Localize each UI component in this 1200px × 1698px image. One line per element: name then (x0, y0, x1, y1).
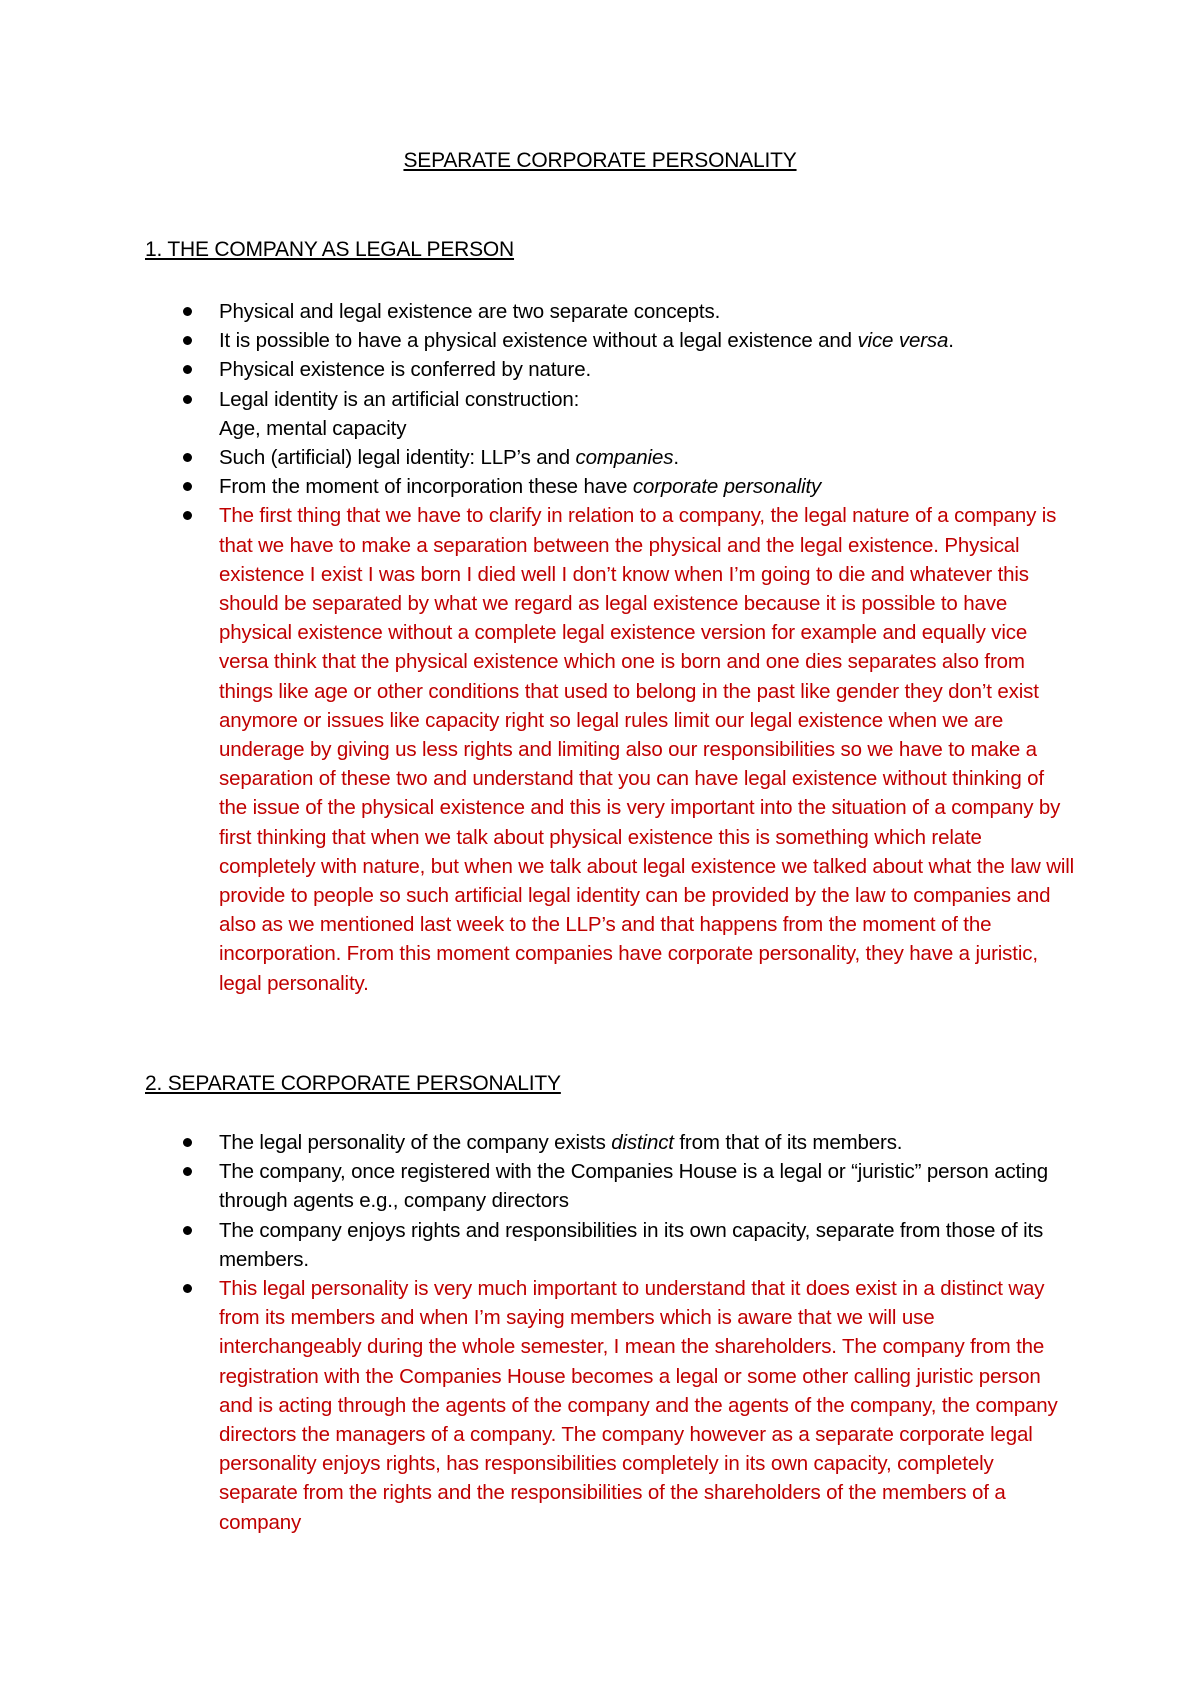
bullet-text: The legal personality of the company exists (219, 1131, 612, 1154)
lecture-note-text: This legal personality is very much important to understand that it does exist in a distinct way from its members and when I’m saying members which is aware that we will use interchangeably during the whole semester, I mean the shareholders. The company from the registration with the Companies House becomes a legal or some other calling juristic person and is acting through the agents of the company and the agents of the company, the company directors the managers of a company. The company however as a separate corporate legal personality enjoys rights, has responsibilities completely in its own capacity, completely separate from the rights and the responsibilities of the shareholders of the members of a company (219, 1277, 1058, 1534)
list-item (175, 297, 1075, 326)
bullet-text: From the moment of incorporation these have (219, 475, 633, 499)
section-1-bullet-list (175, 297, 1075, 998)
bullet-text: The company, once registered with the Companies House is a legal or “juristic” person acting through agents e.g., company directors (219, 1160, 1049, 1213)
bullet-text: Physical existence is conferred by nature. (219, 358, 591, 382)
bullet-text: Legal identity is an artificial construction: (219, 387, 580, 411)
bullet-text: The company enjoys rights and responsibilities in its own capacity, separate from those of its members. (219, 1218, 1044, 1271)
bullet-icon (183, 511, 192, 520)
list-item (175, 1216, 1075, 1274)
list-item (175, 1128, 1075, 1157)
section-2-bullet-list (175, 1128, 1075, 1537)
section-heading-2: 2. SEPARATE CORPORATE PERSONALITY (145, 1072, 561, 1095)
bullet-text-end: . (948, 329, 954, 353)
bullet-icon (183, 365, 192, 374)
bullet-emphasis: distinct (611, 1131, 674, 1154)
bullet-text: It is possible to have a physical existence without a legal existence and (219, 329, 858, 353)
list-item (175, 385, 1075, 443)
bullet-emphasis: corporate personality (632, 475, 822, 499)
list-item (175, 326, 1075, 355)
list-item (175, 472, 1075, 501)
bullet-text: Physical and legal existence are two separate concepts. (219, 300, 721, 323)
document-title: SEPARATE CORPORATE PERSONALITY (403, 149, 797, 172)
bullet-icon (183, 1226, 192, 1235)
bullet-icon (183, 1167, 192, 1176)
bullet-icon (183, 1284, 192, 1293)
bullet-icon (183, 336, 192, 345)
list-item-lecture-note (175, 1274, 1075, 1537)
bullet-emphasis: vice versa (857, 329, 949, 353)
bullet-text-end: . (673, 446, 679, 470)
bullet-icon (183, 453, 192, 462)
bullet-text: Such (artificial) legal identity: LLP’s and (219, 446, 576, 470)
bullet-icon (183, 1138, 192, 1147)
list-item-lecture-note (175, 501, 1075, 997)
section-heading-1: 1. THE COMPANY AS LEGAL PERSON (145, 238, 515, 261)
list-item (175, 1157, 1075, 1215)
list-item (175, 355, 1075, 384)
bullet-text-end: from that of its members. (673, 1131, 903, 1154)
bullet-icon (183, 395, 192, 404)
bullet-icon (183, 307, 192, 316)
bullet-emphasis: companies (575, 446, 674, 470)
list-item (175, 443, 1075, 472)
bullet-icon (183, 482, 192, 491)
bullet-subtext: Age, mental capacity (219, 416, 407, 440)
lecture-note-text: The first thing that we have to clarify in relation to a company, the legal nature of a company is that we have to make a separation between the physical and the legal existence. Physical existence I exist I was born I died well I don’t know when I’m going to die and whatever this should be separated by what we regard as legal existence because it is possible to have physical existence without a complete legal existence version for example and equally vice versa think that the physical existence which one is born and one dies separates also from things like age or other conditions that used to belong in the past like gender they don’t exist anymore or issues like capacity right so legal rules limit our legal existence when we are underage by giving us less rights and limiting also our responsibilities so we have to make a separation of these two and understand that you can have legal existence without thinking of the issue of the physical existence and this is very important into the situation of a company by first thinking that when we talk about physical existence this is something which relate completely with nature, but when we talk about legal existence we talked about what the law will provide to people so such artificial legal identity can be provided by the law to companies and also as we mentioned last week to the LLP’s and that happens from the moment of the incorporation. From this moment companies have corporate personality, they have a juristic, legal personality. (219, 504, 1075, 995)
